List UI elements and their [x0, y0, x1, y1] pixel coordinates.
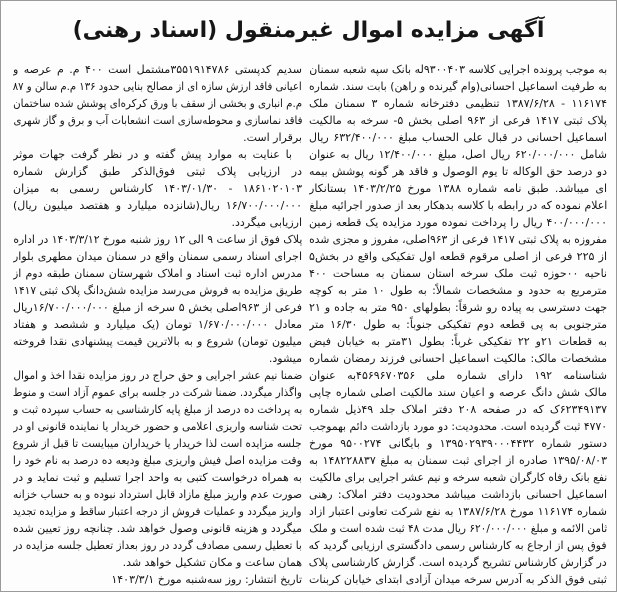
text-line: [13, 299, 302, 316]
text-line: [13, 554, 302, 571]
line-text: شامل ۶۲۰/۰۰۰/۰۰۰ ریال اصل، مبلغ ۱۲/۴۰۰/۰۰۰ ریال به عنوان: [309, 148, 607, 161]
line-text: همان ساعت و مکان تشکیل خواهد شد.: [122, 556, 302, 569]
text-line: [13, 146, 302, 163]
text-line: [13, 520, 302, 537]
text-line: [309, 180, 607, 197]
line-text: به قطعات ۲۱و ۲۲ تفکیکی غرباً: بطول ۳۱متر به خیابان فیض: [309, 335, 607, 348]
line-text: مترمربع به حدود و مشخصات شمالاً: به طول ۱۰ متر به کوچه: [309, 284, 607, 297]
text-line: [309, 333, 607, 350]
line-text: واگذار میگردد. ضمنا شرکت در جلسه برای عموم آزاد است و منوط: [13, 386, 302, 399]
text-line: [13, 214, 302, 231]
text-line: [309, 61, 607, 78]
line-text: میلیون تومان) شروع و به بالاترین قیمت پیشنهادی نقدا فروخته: [13, 335, 302, 348]
line-text: م.م انباری و بخشی از سقف با ورق کرکره‌ای پوشش شده ساختمان: [13, 97, 302, 110]
line-text: ای میباشد. طبق نامه شماره ۱۳۸۸ مورخ ۱۴۰۳/۲/۲۵ بستانکار: [309, 182, 607, 195]
line-text: شماره ۱۱۶۱۷۴ مورخ ۱۳۸۷/۶/۲۸ به نفع شرکت تعاونی اعتبار ازاد: [309, 505, 607, 518]
text-line: [309, 452, 607, 469]
text-line: [309, 163, 607, 180]
line-text: ناحیه ۰۰حوزه ثبت ملک سرخه استان سمنان به مساحت ۴۰۰: [309, 267, 607, 280]
text-line: [13, 95, 302, 112]
text-line: [13, 537, 302, 554]
text-line: [13, 282, 302, 299]
text-line: [309, 78, 607, 95]
line-text: تحت شناسه واریزی اعلامی و حضور خریدار یا نماینده قانونی او در: [13, 420, 302, 433]
text-line: [13, 231, 302, 248]
text-line: [309, 486, 607, 503]
text-line: [13, 316, 302, 333]
line-text: به موجب پرونده اجرایی کلاسه ۹۳۰۰۴۰۳له بانک سپه شعبه سمنان: [309, 63, 607, 76]
line-text: ارزیابی میگردد.: [231, 216, 302, 229]
text-line: [309, 231, 607, 248]
text-line: [309, 214, 607, 231]
text-line: [13, 333, 302, 350]
text-line: [309, 129, 607, 146]
text-line: [309, 112, 607, 129]
line-text: واریز میگردد و عملیات فروش از درجه اعتبار ساقط و مزایده تجدید: [13, 505, 302, 518]
line-text: ۱۶/۷۰۰/۰۰۰/۰۰۰ ریال(شانزده میلیارد و هفتصد میلیون ریال): [13, 199, 302, 212]
line-text: جهت دسترسی به پیاده رو شرقاً: بطولهای ۹۵۰ متر به جاده و ۲۱: [309, 301, 607, 314]
line-text: ثامن الائمه و مبلغ ۶۲۰/۰۰۰/۰۰۰ ریال مدت ۴۸ ثبت شده است و ملک: [309, 522, 607, 535]
text-line: [309, 435, 607, 452]
line-text: در ارزیابی پلاک ثبتی فوق‌الذکر طبق گزارش شماره: [13, 165, 302, 178]
text-line: [13, 112, 302, 129]
line-text: ۱۱۶۱۷۴ - ۱۳۸۷/۶/۲۸ تنظیمی دفترخانه شماره ۳ سمنان ملک: [309, 97, 607, 110]
line-text: فرعی از ۹۶۳اصلی بخش ۵ سرخه از مبلغ ۱۶/۷۰۰/۰۰۰/۰۰۰ریال: [13, 301, 302, 314]
line-text: مالک شش دانگ عرصه و اعیان سند مالکیت اصلی شماره چاپی: [309, 386, 607, 399]
line-text: دستور شماره ۱۳۹۵۰۲۹۳۹۰۰۰۴۴۳۲ و بایگانی ۹۵۰۰۲۷۴ مورخ: [309, 437, 607, 450]
line-text: اسماعیل احسانی در قبال علی الحساب مبلغ ۶۳۲/۴۰۰/۰۰۰ ریال: [309, 131, 607, 144]
text-line: [13, 503, 302, 520]
text-line: [13, 265, 302, 282]
line-text: مدرس اداره ثبت اسناد و املاک شهرستان سمنان طبقه دوم از: [13, 267, 302, 280]
line-text: نفع بانک رفاه کارگران شعبه سرخه و نیم عشر اجرایی برای مالکیت: [309, 471, 607, 484]
line-text: ثبتی فوق الذکر به آدرس سرخه میدان آزادی ابتدای خیابان کربنات: [309, 573, 607, 586]
line-text: اعلام نموده که در رابطه با کلاسه بدهکار بعد از صدور اجرائیه مبلغ: [309, 199, 607, 212]
text-line: [309, 520, 607, 537]
line-text: معادل ۱/۶۷۰/۰۰۰/۰۰۰ تومان (یک میلیارد و ششصد و هفتاد: [13, 318, 302, 331]
line-text: پلاک ثبتی ۱۴۱۷ فرعی از ۹۶۳ اصلی بخش ۵- سرخه به مالکیت: [309, 114, 607, 127]
line-text: شناسنامه ۱۹۲ دارای شماره ملی ۴۵۶۹۶۷۰۳۵۶به عنوان: [309, 369, 607, 382]
text-line: [309, 418, 607, 435]
line-text: ۴۷۷۰ ثبت گردیده است. محدودیت: دو مورد بازداشت دائم بهموجب: [309, 420, 607, 433]
line-text: ۴۰۰/۰۰۰/۰۰۰ ریال را پرداخت نموده مورد مزایده یک قطعه زمین: [309, 216, 607, 229]
text-line: [309, 554, 607, 571]
text-line: [309, 503, 607, 520]
line-text: میشود.: [268, 352, 302, 365]
text-line: [13, 401, 302, 418]
line-text: مترجنوبی به پی قطعه دوم تفکیکی جنوباً: به طول ۱۶/۳۰ متر: [309, 318, 607, 331]
line-text: برقرار است.: [243, 131, 302, 144]
text-line: [309, 197, 607, 214]
text-line: [13, 248, 302, 265]
line-text: صورت عدم واریز مبلغ مازاد قابل استرداد نبوده و به حساب خزانه: [13, 488, 302, 501]
text-line: [13, 350, 302, 367]
line-text: اجرای اسناد رسمی سمنان واقع در سمنان میدان مطهری بلوار: [13, 250, 302, 263]
line-text: ۱۸۶۱۰۲۰۱۰۳ - ۱۴۰۳/۰۱/۳۰ کارشناس رسمی به میزان: [13, 182, 302, 195]
text-line: [309, 265, 607, 282]
text-line: [309, 95, 607, 112]
line-text: ۱۳۹۵/۰۸/۰۳ صادره از اجرای ثبت سمنان به مبلغ ۱۴۸۲۲۸۸۳۷ به: [309, 454, 607, 467]
line-text: میگردد و هزینه قانونی وصول خواهد شد. چنانچه روز تعیین شده: [13, 522, 302, 535]
line-text: از ۲۲۵ فرعی از اصلی مرقوم قطعه اول تفکیکی واقع در بخش۵: [309, 250, 607, 263]
line-text: فاقد نماسازی و محوطه‌سازی است انشعابات آب و برق و گاز شهری: [13, 114, 302, 127]
line-text: ضمنا نیم عشر اجرایی و حق حراج در روز مزایده نقدا اخذ و اموال: [13, 369, 302, 382]
text-line: [309, 248, 607, 265]
line-text: مفروزه به پلاک ثبتی ۱۴۱۷ فرعی از ۹۶۳اصلی، مفروز و مجزی شده: [309, 233, 607, 246]
line-text: به پرداخت ده درصد از مبلغ پایه کارشناسی به حساب سپرده ثبت و: [13, 403, 302, 416]
left-column: [13, 61, 302, 588]
line-text: سدیم کدپستی ۳۵۵۱۹۱۴۷۸۶مشتمل است ۴۰۰ م. م عرصه و: [13, 63, 302, 76]
text-line: [309, 384, 607, 401]
line-text: طریق مزایده به فروش می‌رسد مزایده شش‌دانگ پلاک ثبتی ۱۴۱۷: [13, 284, 302, 297]
text-line: [13, 367, 302, 384]
text-line: [309, 469, 607, 486]
line-text: وقت مزایده اصل فیش واریزی مبلغ ودیعه ده درصد به نام خود را: [13, 454, 302, 467]
text-line: [13, 61, 302, 78]
text-line: [309, 350, 607, 367]
text-line: [309, 299, 607, 316]
text-line: [309, 401, 607, 418]
line-text: دو درصد حق الوکاله تا یوم الوصول و فاقد هر گونه پوشش بیمه: [309, 165, 607, 178]
line-text: اسماعیل احسانی بازداشت میباشد محدودیت دفتر املاک: رهنی: [309, 488, 607, 501]
text-line: [13, 435, 302, 452]
text-line: [309, 282, 607, 299]
text-line: [309, 146, 607, 163]
text-line: [309, 537, 607, 554]
text-line: [309, 316, 607, 333]
line-text: به همراه درخواست کتبی به واحد اجرا تسلیم و ثبت نماید و در: [13, 471, 302, 484]
line-text: تاریخ انتشار: روز سه‌شنبه مورخ ۱۴۰۳/۳/۱: [111, 573, 302, 586]
line-text: به طرفیت اسماعیل احسانی(وام گیرنده و راهن) بابت سند. شماره: [309, 80, 607, 93]
line-text: مشخصات مالک: مالکیت اسماعیل احسانی فرزند رمضان شماره: [309, 352, 607, 365]
text-line: [13, 486, 302, 503]
text-line: [13, 452, 302, 469]
text-line: [13, 180, 302, 197]
line-text: ۶۲۳۴۹۱۳۷ک که در صفحه ۲۰۸ دفتر املاک جلد ۴۹ذیل شماره: [309, 403, 607, 416]
notice-title: آگهی مزایده اموال غیرمنقول (اسناد رهنی): [72, 18, 545, 43]
text-line: [13, 418, 302, 435]
text-line: [13, 129, 302, 146]
line-text: پلاک فوق از ساعت ۹ الی ۱۲ روز شنبه مورخ ۱۴۰۳/۳/۱۲ در اداره: [13, 233, 302, 246]
line-text: جلسه مزایده است لذا خریدار یا خریداران میبایست تا قبل از شروع: [13, 437, 302, 450]
line-text: با تعطیل رسمی مصادف گردد در روز بعداز تعطیل جلسه مزایده در: [13, 539, 302, 552]
text-line: [13, 78, 302, 95]
text-line: [13, 384, 302, 401]
text-line: [309, 367, 607, 384]
text-line: [309, 571, 607, 588]
text-line: [13, 197, 302, 214]
text-line: [13, 469, 302, 486]
line-text: اعیانی فاقد ارزش سازه ای از مصالح بنایی حدود ۱۳۶ م.م سالن و ۸۷: [13, 80, 302, 93]
line-text: فوق پس از ارجاع به کارشناس رسمی دادگستری ارزیابی گردید که: [309, 539, 607, 552]
line-text: با عنایت به موارد پیش گفته و در نظر گرفت جهات موثر: [13, 148, 292, 161]
text-line: [13, 163, 302, 180]
line-text: در گزارش کارشناس تشریح گردیده است. گزارش کارشناسی پلاک: [309, 556, 607, 569]
right-column: [309, 61, 607, 588]
text-line: [13, 571, 302, 588]
